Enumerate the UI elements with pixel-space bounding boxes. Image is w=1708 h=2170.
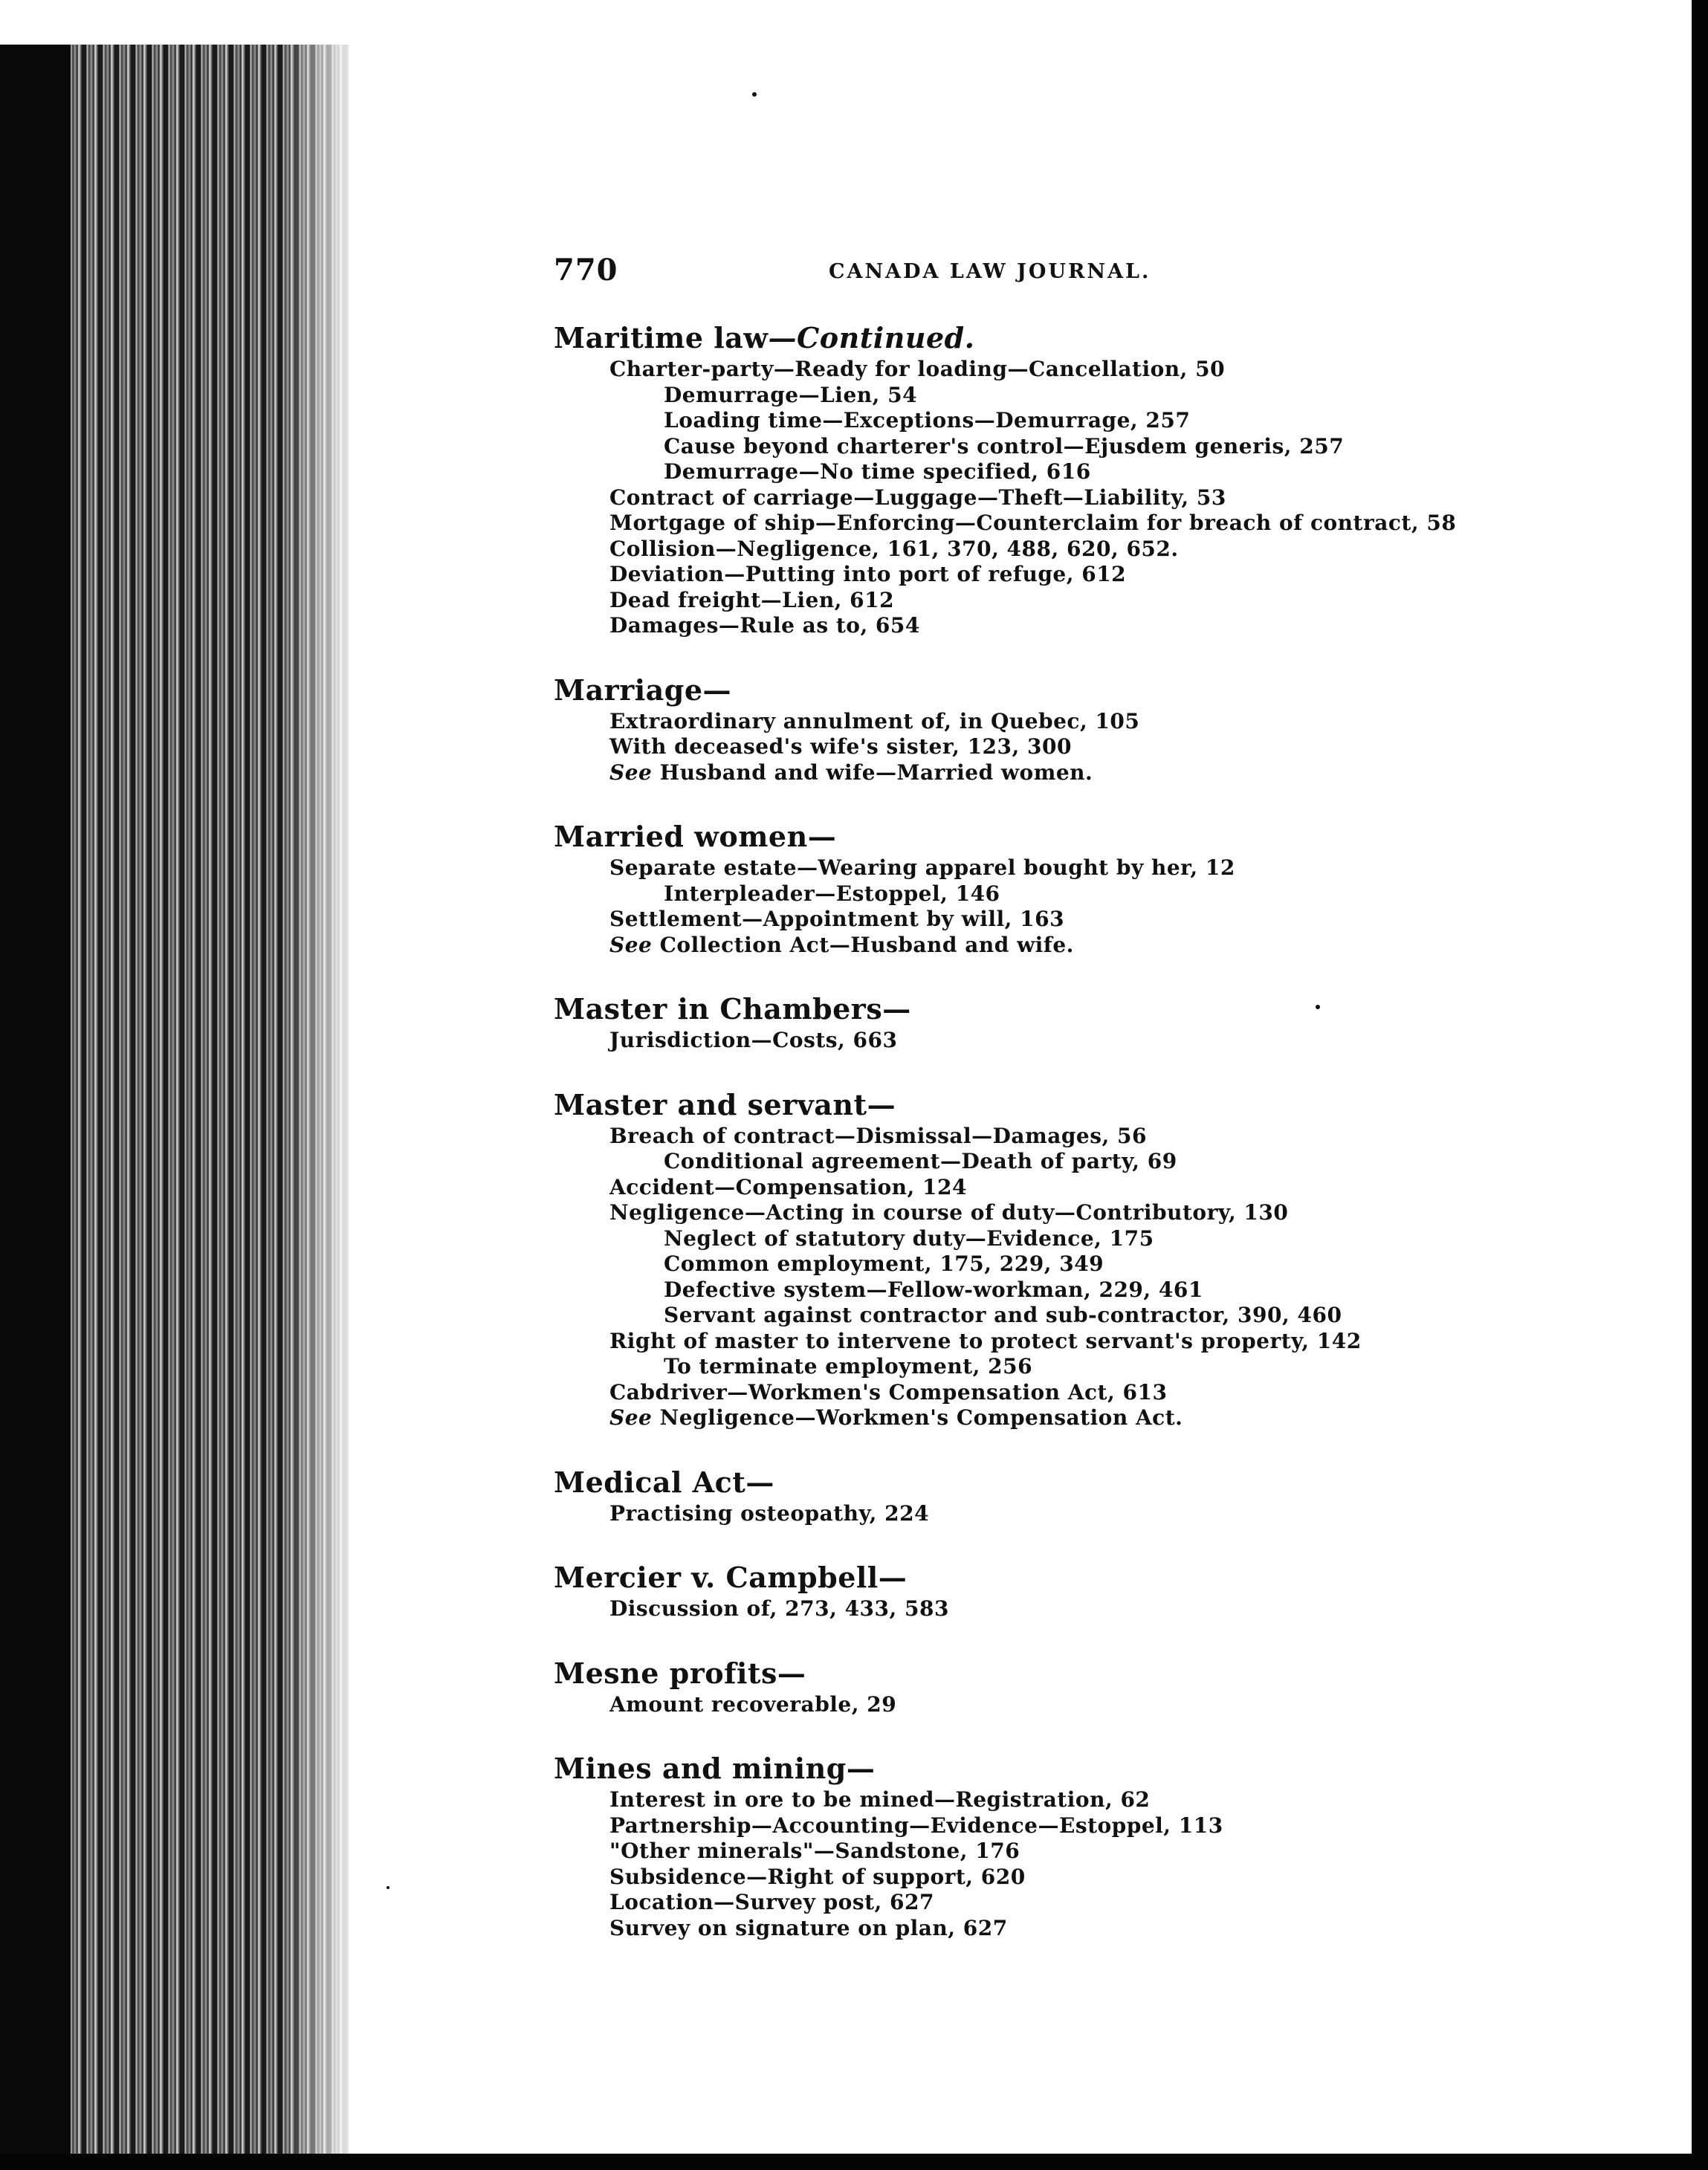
entry-subline [554,562,1520,588]
entry-subline-text: Mortgage of ship—Enforcing—Counterclaim for breach of contract, 58 [609,511,1457,535]
entry-heading [554,1655,1520,1692]
entry-subline-text: Demurrage—No time specified, 616 [664,459,1091,484]
index-entry [554,1750,1520,1941]
entry-heading [554,1750,1520,1787]
entry-subline [554,1501,1520,1527]
entry-subline [554,907,1520,933]
entry-heading-text: Maritime law [554,321,769,354]
entry-subline-text: Interpleader—Estoppel, 146 [664,881,1000,906]
entry-subline-text: Collection Act—Husband and wife. [652,932,1074,957]
entry-subline [554,1277,1520,1303]
entry-heading [554,1086,1520,1124]
entry-heading-text: Mercier v. Campbell— [554,1561,908,1594]
entry-subline-text: Demurrage—Lien, 54 [664,382,918,407]
entry-subline [554,1175,1520,1201]
entry-subline-text: "Other minerals"—Sandstone, 176 [609,1839,1020,1863]
entry-subline-text: Charter-party—Ready for loading—Cancellation, 50 [609,357,1226,381]
entry-subline [554,1329,1520,1355]
index-entry [554,672,1520,786]
entry-subline [554,1813,1520,1839]
entry-subline-text: Servant against contractor and sub-contractor, 390, 460 [664,1303,1342,1327]
entry-subline-text: Common employment, 175, 229, 349 [664,1251,1104,1276]
entry-subline [554,1596,1520,1622]
entry-heading-text: Master and servant— [554,1087,896,1121]
entry-subline-text: Extraordinary annulment of, in Quebec, 105 [609,708,1140,733]
entry-subline [554,537,1520,563]
entry-subline-text: Negligence—Workmen's Compensation Act. [652,1405,1183,1430]
index-entry [554,991,1520,1054]
entry-subline [554,1865,1520,1891]
entry-subline-text: Conditional agreement—Death of party, 69 [664,1149,1177,1173]
index-entry [554,1086,1520,1431]
entry-subline [554,1303,1520,1329]
entry-subline [554,1405,1520,1431]
entry-subline-text: Collision—Negligence, 161, 370, 488, 620, 652. [609,536,1179,561]
index-entries [554,320,1520,1974]
entry-heading-continued: —Continued. [768,321,975,354]
entry-subline [554,511,1520,537]
index-entry [554,1655,1520,1718]
entry-subline-text: Deviation—Putting into port of refuge, 612 [609,562,1127,586]
entry-subline-text: To terminate employment, 256 [664,1354,1033,1379]
entry-subline [554,881,1520,907]
entry-subline-text: Dead freight—Lien, 612 [609,587,895,612]
entry-subline [554,933,1520,959]
entry-subline-text: Negligence—Acting in course of duty—Contributory, 130 [609,1200,1289,1225]
entry-subline-text: Cabdriver—Workmen's Compensation Act, 613 [609,1379,1168,1405]
entry-subline [554,1692,1520,1718]
see-reference-label: See [609,932,653,957]
entry-subline [554,734,1520,760]
entry-subline [554,760,1520,786]
entry-subline-text: Partnership—Accounting—Evidence—Estoppel, 113 [609,1813,1223,1838]
scan-speck [386,1886,389,1889]
entry-subline [554,1916,1520,1942]
entry-subline-text: Defective system—Fellow-workman, 229, 461 [664,1277,1203,1302]
entry-heading-text: Mines and mining— [554,1752,876,1785]
entry-subline-text: Neglect of statutory duty—Evidence, 175 [664,1225,1154,1251]
entry-heading [554,1464,1520,1501]
entry-heading-text: Mesne profits— [554,1656,806,1690]
entry-subline [554,613,1520,639]
entry-subline [554,408,1520,434]
see-reference-label: See [609,760,653,785]
scan-speck [1316,1005,1320,1009]
entry-subline [554,1890,1520,1916]
entry-subline-text: Survey on signature on plan, 627 [609,1915,1008,1940]
entry-heading-text: Master in Chambers— [554,992,911,1026]
entry-heading [554,320,1520,357]
entry-subline-text: Loading time—Exceptions—Demurrage, 257 [664,408,1191,433]
page-header [554,253,1163,297]
entry-heading [554,991,1520,1028]
entry-subline [554,855,1520,881]
entry-subline-text: Settlement—Appointment by will, 163 [609,907,1065,931]
entry-subline [554,1124,1520,1150]
entry-subline [554,357,1520,383]
entry-subline-text: Husband and wife—Married women. [652,760,1093,785]
entry-subline-text: Amount recoverable, 29 [609,1691,897,1717]
entry-heading-text: Medical Act— [554,1465,774,1499]
index-entry [554,1464,1520,1527]
entry-subline-text: Right of master to intervene to protect servant's property, 142 [609,1328,1362,1353]
index-entry [554,818,1520,958]
entry-subline-text: Jurisdiction—Costs, 663 [609,1028,898,1052]
entry-subline [554,1380,1520,1406]
entry-subline-text: Location—Survey post, 627 [609,1890,934,1914]
page-number: 770 [554,253,618,288]
entry-subline-text: Subsidence—Right of support, 620 [609,1864,1026,1889]
entry-subline-text: Separate estate—Wearing apparel bought by her, 12 [609,855,1235,880]
journal-title: CANADA LAW JOURNAL. [829,260,1151,283]
entry-heading [554,672,1520,709]
entry-subline [554,1839,1520,1865]
entry-subline [554,1787,1520,1813]
entry-subline-text: Accident—Compensation, 124 [609,1174,967,1199]
entry-subline [554,588,1520,614]
entry-subline-text: With deceased's wife's sister, 123, 300 [609,734,1072,759]
entry-subline [554,434,1520,460]
entry-subline-text: Breach of contract—Dismissal—Damages, 56 [609,1123,1147,1148]
entry-subline [554,383,1520,409]
entry-subline [554,1200,1520,1226]
index-entry [554,320,1520,639]
entry-subline [554,1251,1520,1277]
entry-heading-text: Married women— [554,820,837,853]
entry-subline [554,1149,1520,1175]
entry-subline-text: Interest in ore to be mined—Registration, 62 [609,1787,1151,1812]
see-reference-label: See [609,1405,653,1430]
entry-subline [554,1226,1520,1252]
entry-subline [554,1354,1520,1380]
entry-subline-text: Discussion of, 273, 433, 583 [609,1596,949,1621]
entry-subline [554,709,1520,735]
entry-subline-text: Contract of carriage—Luggage—Theft—Liability, 53 [609,485,1226,510]
entry-subline-text: Damages—Rule as to, 654 [609,613,920,638]
entry-subline [554,485,1520,511]
index-entry [554,1559,1520,1622]
entry-subline [554,1028,1520,1054]
entry-subline-text: Cause beyond charterer's control—Ejusdem generis, 257 [664,433,1345,459]
entry-subline-text: Practising osteopathy, 224 [609,1500,930,1526]
entry-subline [554,459,1520,485]
entry-heading [554,1559,1520,1596]
entry-heading [554,818,1520,855]
scan-speck [752,92,757,97]
entry-heading-text: Marriage— [554,673,732,707]
